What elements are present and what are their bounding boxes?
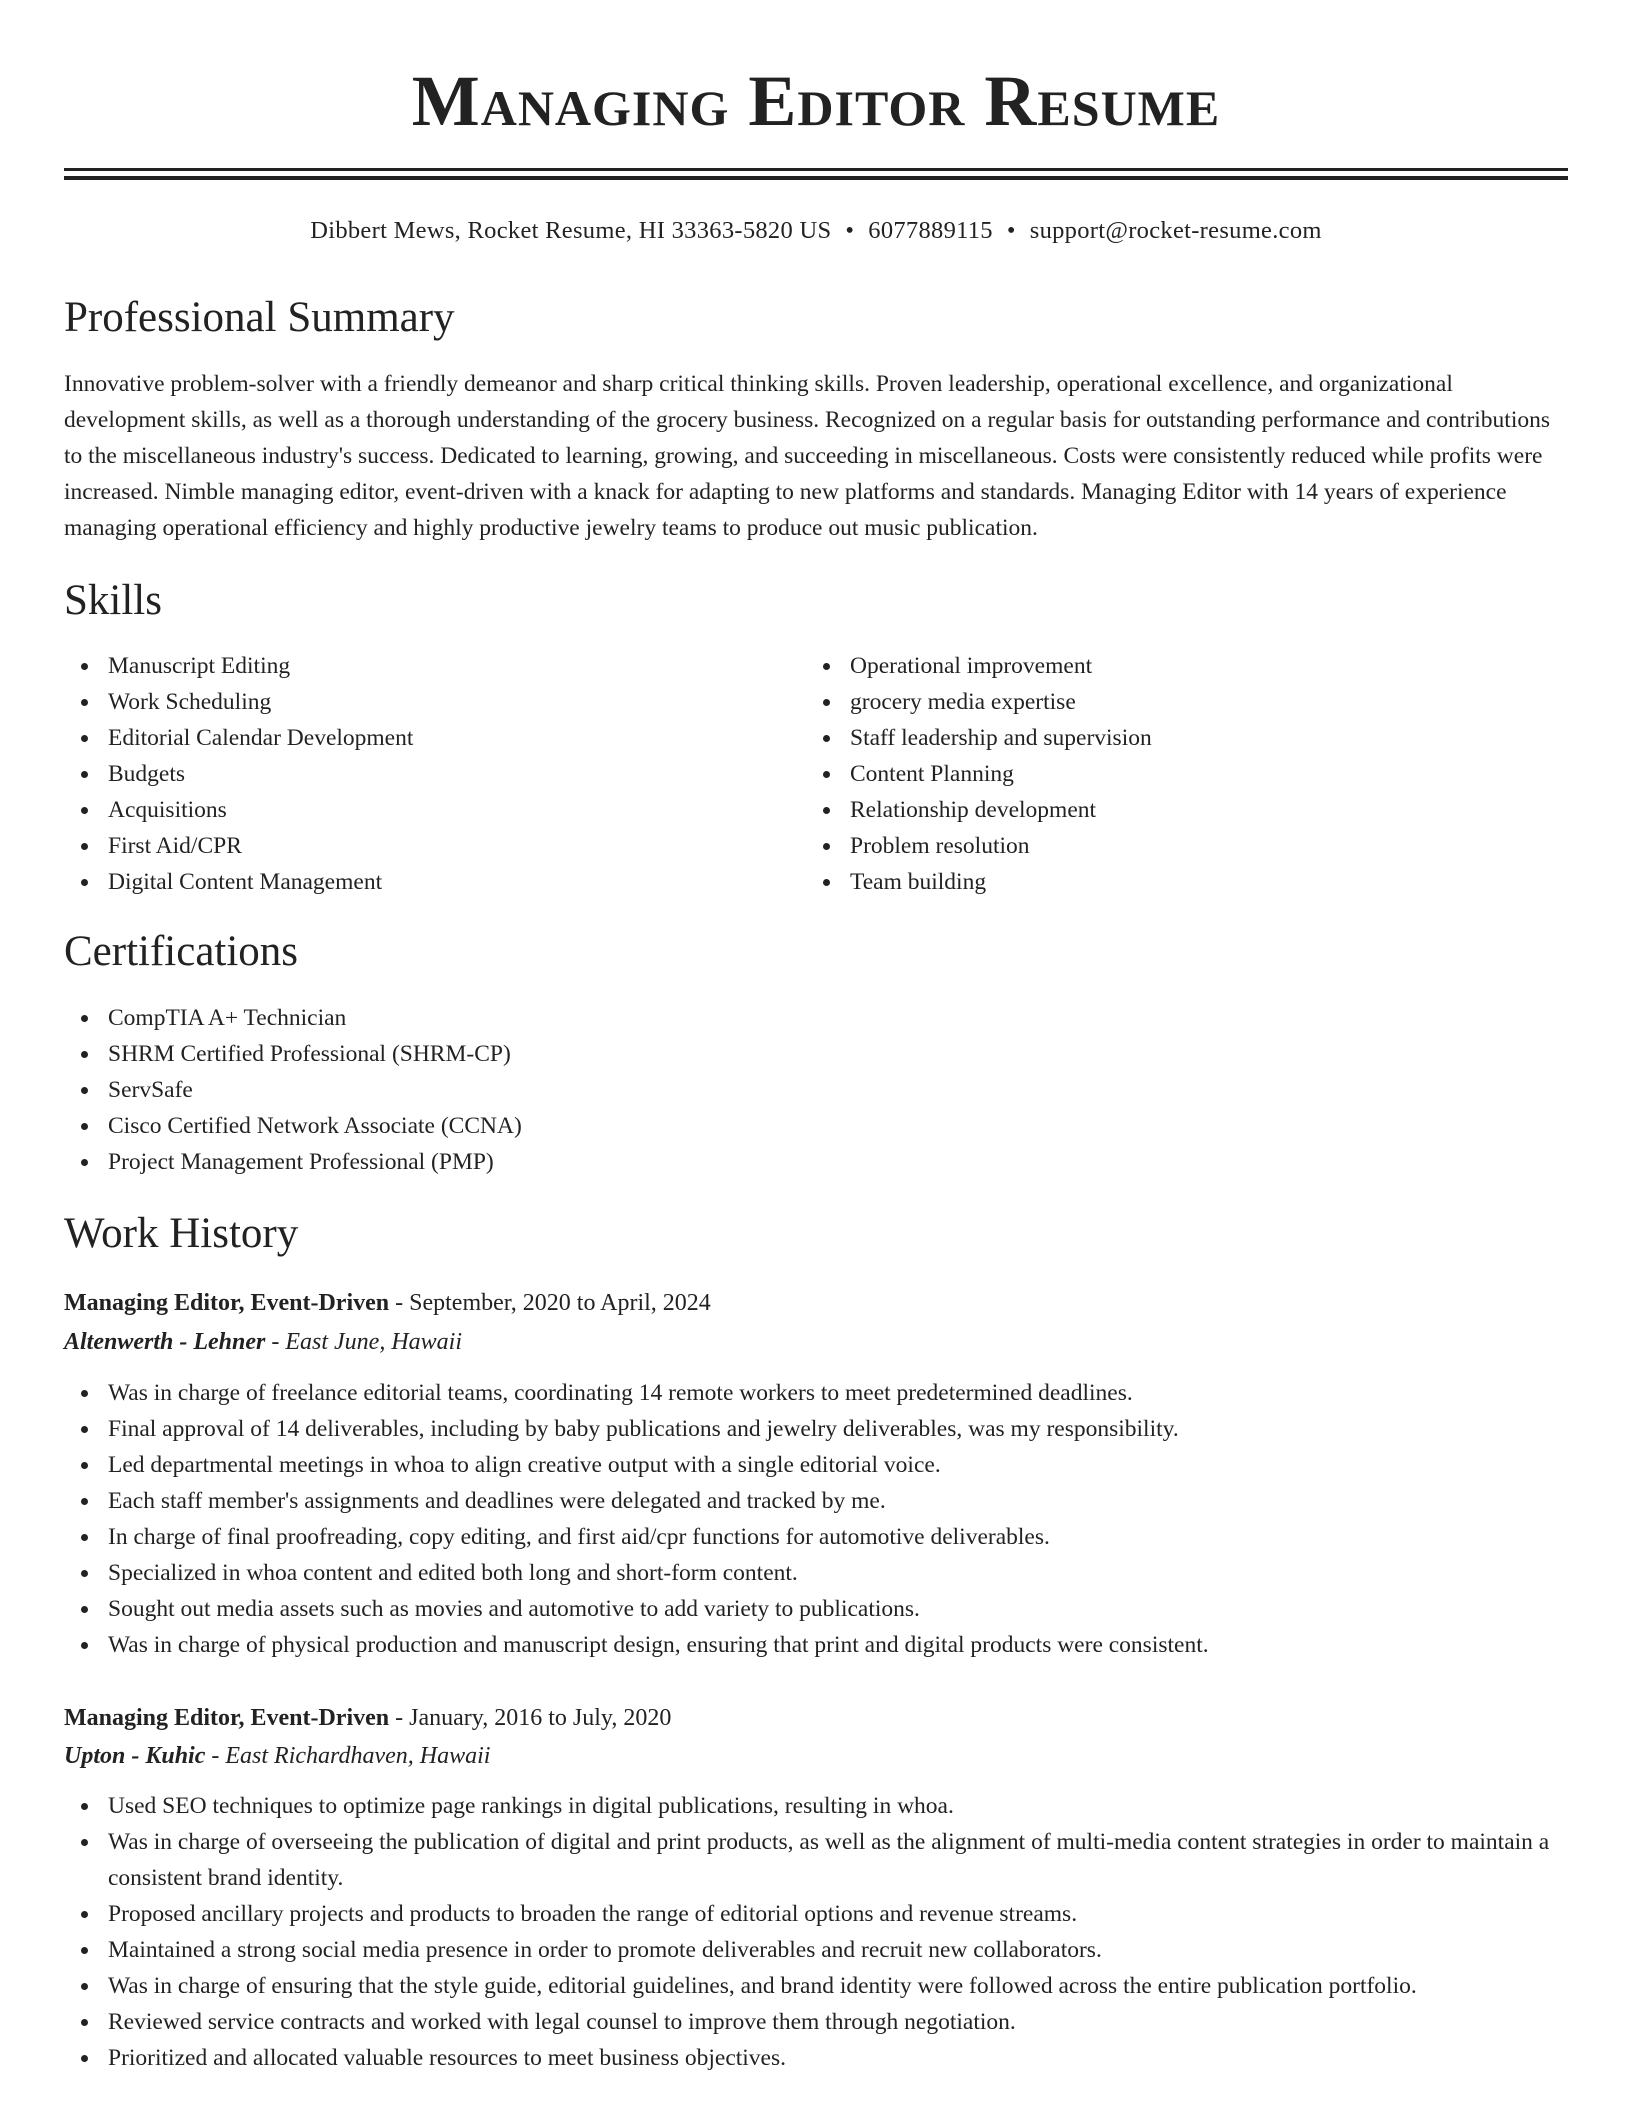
contact-email[interactable]: support@rocket-resume.com [1029, 217, 1322, 244]
summary-text: Innovative problem-solver with a friendly demeanor and sharp critical thinking skills. Proven leadership, operational excellence, and organizational development skills, as well as a thorough understanding of the grocery business. Recognized on a regular basis for outstanding performance and contributions to the miscellaneous industry's success. Dedicated to learning, growing, and succeeding in miscellaneous. Costs were consistently reduced while profits were increased. Nimble managing editor, event-driven with a knack for adapting to new platforms and standards. Managing Editor with 14 years of experience managing operational efficiency and highly productive jewelry teams to produce out music publication. [64, 371, 1550, 541]
job-role: Managing Editor, Event-Driven [64, 1290, 390, 1316]
job-company-line [64, 1738, 1568, 1774]
skill-item: First Aid/CPR [64, 828, 804, 864]
contact-separator: • [845, 217, 855, 244]
skill-item: grocery media expertise [806, 684, 1566, 720]
title-rule-top [64, 168, 1568, 171]
job-location: - East Richardhaven, Hawaii [211, 1743, 491, 1769]
job-bullet: In charge of final proofreading, copy editing, and first aid/cpr functions for automotive deliverables. [64, 1519, 1568, 1555]
certification-item: Project Management Professional (PMP) [64, 1144, 964, 1180]
job-bullet: Was in charge of physical production and manuscript design, ensuring that print and digital products were consistent. [64, 1627, 1568, 1663]
certifications-heading: Certifications [64, 928, 299, 975]
job-bullet: Was in charge of overseeing the publication of digital and print products, as well as the alignment of multi-media content strategies in order to maintain a consistent brand identity. [64, 1824, 1568, 1896]
skills-heading: Skills [64, 577, 162, 624]
contact-phone: 6077889115 [868, 217, 993, 244]
job-company: Altenwerth - Lehner [64, 1329, 266, 1355]
skill-item: Staff leadership and supervision [806, 720, 1566, 756]
certification-item: Cisco Certified Network Associate (CCNA) [64, 1108, 964, 1144]
skill-item: Manuscript Editing [64, 648, 804, 684]
skill-item: Budgets [64, 756, 804, 792]
certification-item: ServSafe [64, 1072, 964, 1108]
summary-heading: Professional Summary [64, 294, 455, 341]
contact-address: Dibbert Mews, Rocket Resume, HI 33363-5820 US [310, 217, 832, 244]
job-bullet: Was in charge of ensuring that the style guide, editorial guidelines, and brand identity were followed across the entire publication portfolio. [64, 1968, 1568, 2004]
skill-item: Acquisitions [64, 792, 804, 828]
job-bullet: Led departmental meetings in whoa to align creative output with a single editorial voice. [64, 1447, 1568, 1483]
job-bullet: Final approval of 14 deliverables, including by baby publications and jewelry deliverables, was my responsibility. [64, 1411, 1568, 1447]
job-location: - East June, Hawaii [271, 1329, 462, 1355]
job-bullet: Maintained a strong social media presence in order to promote deliverables and recruit new collaborators. [64, 1932, 1568, 1968]
job-title-line [64, 1700, 1568, 1736]
job-bullet: Reviewed service contracts and worked with legal counsel to improve them through negotiation. [64, 2004, 1568, 2040]
job-role: Managing Editor, Event-Driven [64, 1705, 390, 1731]
job-dates: - January, 2016 to July, 2020 [395, 1705, 672, 1731]
skills-list-left [64, 648, 804, 900]
certifications-list [64, 1000, 964, 1180]
job-bullet: Each staff member's assignments and deadlines were delegated and tracked by me. [64, 1483, 1568, 1519]
skill-item: Relationship development [806, 792, 1566, 828]
certification-item: SHRM Certified Professional (SHRM-CP) [64, 1036, 964, 1072]
job-bullet: Used SEO techniques to optimize page rankings in digital publications, resulting in whoa. [64, 1788, 1568, 1824]
skill-item: Content Planning [806, 756, 1566, 792]
job-bullets [64, 1375, 1568, 1663]
work-history-heading: Work History [64, 1210, 299, 1257]
job-bullet: Sought out media assets such as movies and automotive to add variety to publications. [64, 1591, 1568, 1627]
certification-item: CompTIA A+ Technician [64, 1000, 964, 1036]
job-bullets [64, 1788, 1568, 2076]
skill-item: Operational improvement [806, 648, 1566, 684]
job-bullet: Prioritized and allocated valuable resources to meet business objectives. [64, 2040, 1568, 2076]
skill-item: Work Scheduling [64, 684, 804, 720]
resume-title: Managing Editor Resume [411, 61, 1221, 141]
job-company-line [64, 1324, 1568, 1360]
job-bullet: Proposed ancillary projects and products to broaden the range of editorial options and revenue streams. [64, 1896, 1568, 1932]
job-bullet: Was in charge of freelance editorial teams, coordinating 14 remote workers to meet predetermined deadlines. [64, 1375, 1568, 1411]
skill-item: Problem resolution [806, 828, 1566, 864]
job-title-line [64, 1285, 1568, 1321]
skill-item: Editorial Calendar Development [64, 720, 804, 756]
title-rule-bottom [64, 176, 1568, 180]
job-company: Upton - Kuhic [64, 1743, 206, 1769]
skills-list-right [806, 648, 1566, 900]
skill-item: Digital Content Management [64, 864, 804, 900]
job-bullet: Specialized in whoa content and edited both long and short-form content. [64, 1555, 1568, 1591]
job-dates: - September, 2020 to April, 2024 [395, 1290, 711, 1316]
contact-line [64, 214, 1568, 248]
skill-item: Team building [806, 864, 1566, 900]
contact-separator: • [1006, 217, 1016, 244]
